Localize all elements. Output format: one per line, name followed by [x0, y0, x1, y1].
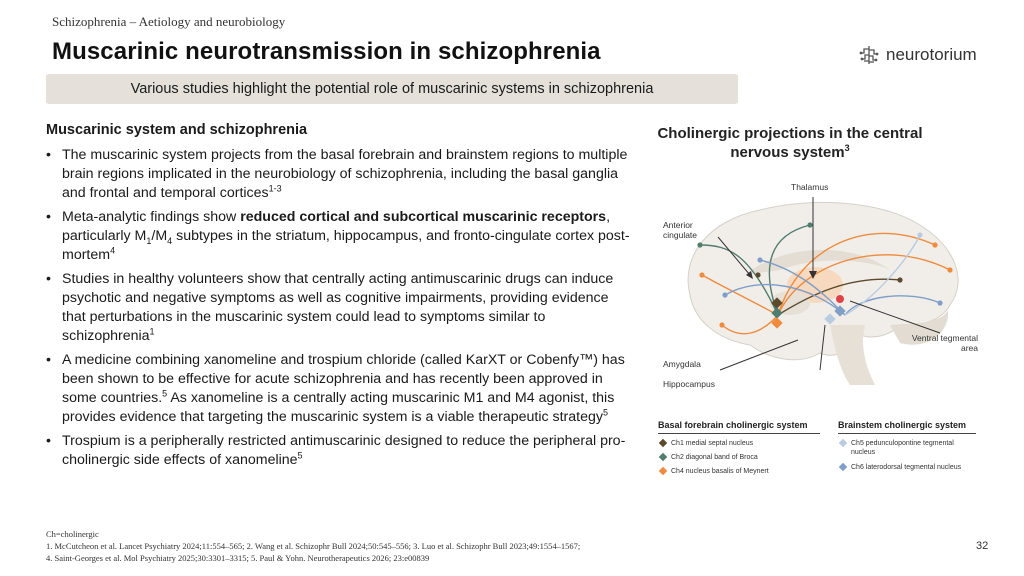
- brain-projection-diagram: [650, 175, 990, 385]
- legend-divider: [658, 433, 820, 434]
- label-ventral-tegmental-area: Ventral tegmental area: [911, 333, 978, 353]
- vta-marker: [836, 295, 844, 303]
- legend-item: Ch2 diagonal band of Broca: [660, 453, 758, 462]
- section-label: Schizophrenia – Aetiology and neurobiology: [52, 14, 286, 29]
- bullet-item: • Trospium is a peripherally restricted antimuscarinic designed to reduce the peripheral pro-cholinergic side effects of xanomeline$^5$: [46, 432, 636, 470]
- bullet-item: • The muscarinic system projects from the basal forebrain and brainstem regions to multiple brain regions implicated in the neurobiology of schizophrenia, including the basal ganglia and frontal and temporal cortices$^{1-3}$: [46, 146, 636, 203]
- label-hippocampus: Hippocampus: [663, 379, 715, 389]
- section-heading: Muscarinic system and schizophrenia: [46, 122, 308, 138]
- logo-text: neurotorium: [886, 45, 977, 64]
- diamond-icon: [839, 463, 847, 471]
- key-message-banner: Various studies highlight the potential role of muscarinic systems in schizophrenia: [46, 74, 738, 104]
- diamond-icon: [839, 439, 847, 447]
- diamond-icon: [659, 439, 667, 447]
- neurotorium-logo-icon: [858, 44, 880, 66]
- bullet-list: [46, 146, 636, 475]
- legend-item: Ch4 nucleus basalis of Meynert: [660, 467, 769, 476]
- legend-item: Ch1 medial septal nucleus: [660, 439, 753, 448]
- page-number: 32: [976, 540, 989, 552]
- diamond-icon: [659, 467, 667, 475]
- legend-item: Ch5 pedunculopontine tegmental nucleus: [840, 439, 970, 457]
- label-thalamus: Thalamus: [791, 182, 829, 192]
- label-amygdala: Amygdala: [663, 359, 701, 369]
- references: 1. McCutcheon et al. Lancet Psychiatry 2024;11:554–565; 2. Wang et al. Schizophr Bull 2024;50:545–556; 3. Luo et al. Schizophr Bull 2023;49:1554–1567; 4. Saint-Georges et al. Mol Psychiatry 2025;30:3301–3315; 5. Paul & Yohn. Neurotherapeutics 2026; 23:e00839: [46, 541, 581, 563]
- bullet-item: • A medicine combining xanomeline and trospium chloride (called KarXT or Cobenfy™) has been shown to be effective for acute schizophrenia and has recently been approved in some countries.$^5$ As xanomeline is a centrally acting muscarinic M1 and M4 agonist, this provides evidence that targeting the muscarinic system is a viable therapeutic strategy$^5$: [46, 351, 636, 427]
- abbreviations: Ch=cholinergic: [46, 529, 99, 539]
- bullet-item: • Meta-analytic findings show reduced cortical and subcortical muscarinic receptors, particularly $M_1/M_4$ subtypes in the striatum, hippocampus, and fronto-cingulate cortex post-mortem$^4$: [46, 208, 636, 265]
- legend-item: Ch6 laterodorsal tegmental nucleus: [840, 463, 961, 472]
- logo: [858, 44, 977, 66]
- legend-brainstem-title: Brainstem cholinergic system: [838, 420, 967, 430]
- diagram-title: Cholinergic projections in the central nervous system$^3$: [657, 125, 923, 161]
- page-title: Muscarinic neurotransmission in schizophrenia: [52, 38, 601, 65]
- bullet-item: • Studies in healthy volunteers show that centrally acting antimuscarinic drugs can induce psychotic and negative symptoms as well as cognitive impairments, providing evidence that perturbations in the muscarinic system could lead to symptoms similar to schizophrenia$^1$: [46, 270, 636, 346]
- label-anterior-cingulate: Anterior cingulate: [663, 220, 698, 240]
- diamond-icon: [659, 453, 667, 461]
- legend-basal-title: Basal forebrain cholinergic system: [658, 420, 808, 430]
- legend-divider: [838, 433, 976, 434]
